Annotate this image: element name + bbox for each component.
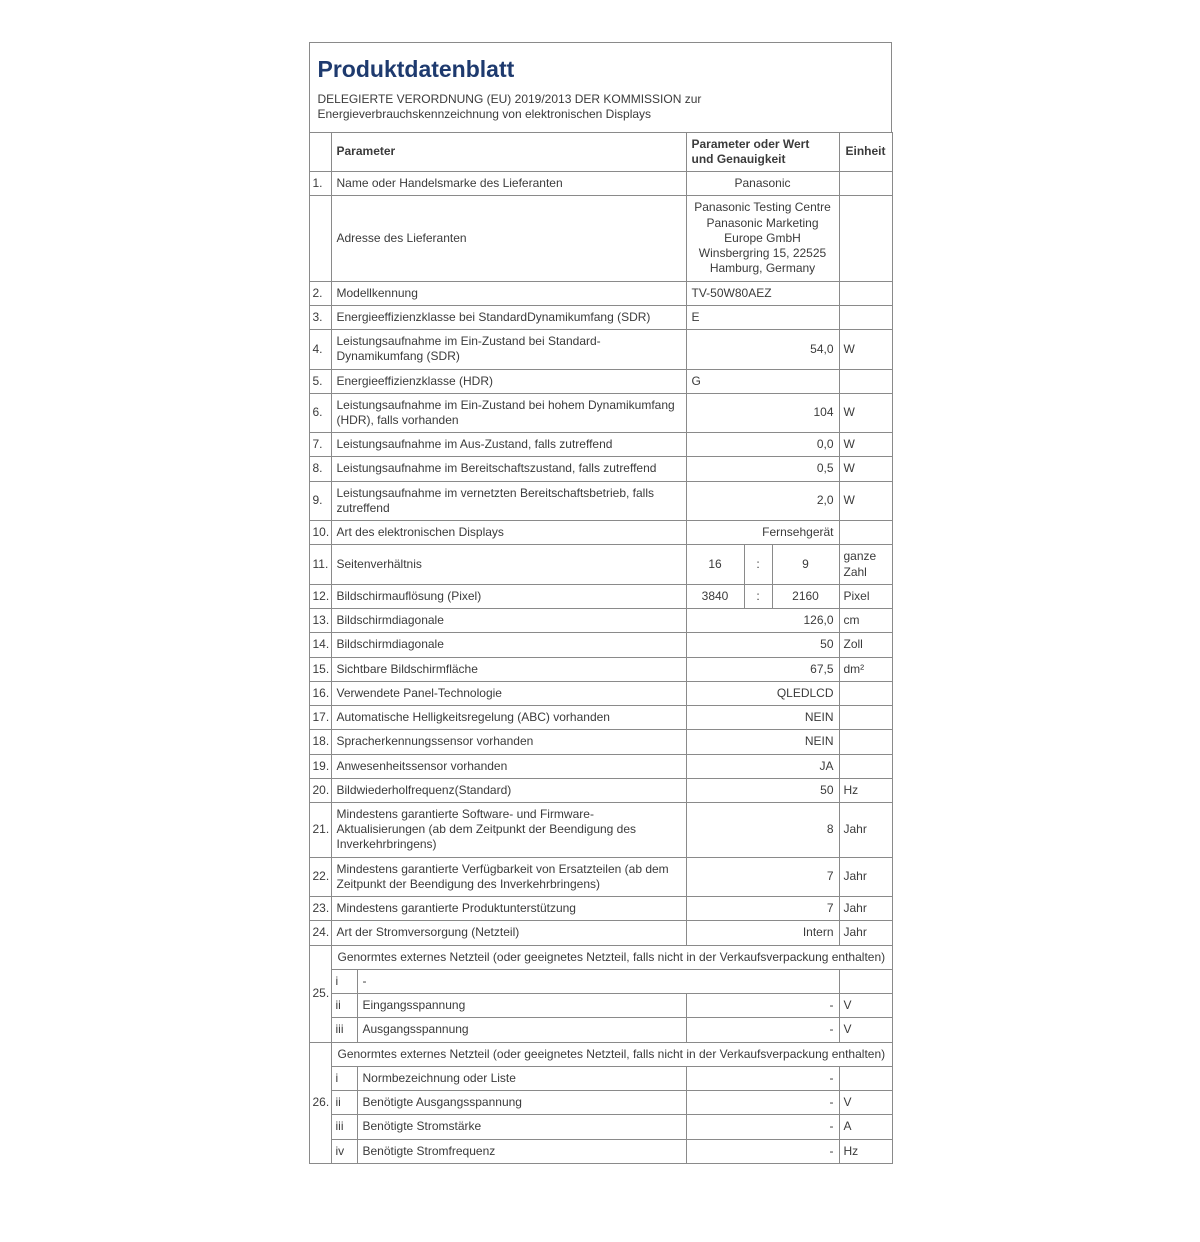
param-label: Modellkennung (331, 281, 686, 305)
address-line: Panasonic Marketing (706, 215, 819, 230)
subrow-number: i (331, 969, 357, 993)
value-column-header: Parameter oder Wert und Genauigkeit (686, 132, 839, 171)
table-row-5 (309, 369, 892, 393)
ratio-value-left: 16 (686, 545, 744, 584)
param-value: 0,5 (686, 457, 839, 481)
param-value: 0,0 (686, 433, 839, 457)
subrow-number: ii (331, 994, 357, 1018)
param-label: Leistungsaufnahme im Aus-Zustand, falls zutreffend (331, 433, 686, 457)
param-unit (839, 754, 892, 778)
param-value: Fernsehgerät (686, 521, 839, 545)
subrow-number: ii (331, 1091, 357, 1115)
param-unit: V (839, 994, 892, 1018)
param-unit (839, 1066, 892, 1090)
param-unit: Pixel (839, 584, 892, 608)
table-group-25-header-row (309, 945, 892, 969)
resolution-separator: : (744, 584, 772, 608)
table-row-1 (309, 172, 892, 196)
table-row-12 (309, 584, 892, 608)
table-row-26-ii (309, 1091, 892, 1115)
param-unit: W (839, 330, 892, 369)
param-value: - (686, 994, 839, 1018)
table-row-15 (309, 657, 892, 681)
param-unit: W (839, 457, 892, 481)
group-row-number: 26. (309, 1042, 331, 1163)
param-label: Ausgangsspannung (357, 1018, 686, 1042)
table-row-19 (309, 754, 892, 778)
group-row-number: 25. (309, 945, 331, 1042)
subrow-number: iv (331, 1139, 357, 1163)
param-unit: Jahr (839, 802, 892, 857)
row-number: 17. (309, 706, 331, 730)
table-row-21 (309, 802, 892, 857)
table-row-25-ii (309, 994, 892, 1018)
table-row-9 (309, 481, 892, 520)
param-value: 126,0 (686, 609, 839, 633)
param-value: QLEDLCD (686, 681, 839, 705)
row-number: 7. (309, 433, 331, 457)
param-unit (839, 281, 892, 305)
row-number: 21. (309, 802, 331, 857)
ratio-value-right: 9 (772, 545, 839, 584)
param-unit: Jahr (839, 921, 892, 945)
param-unit: W (839, 393, 892, 432)
table-row-24 (309, 921, 892, 945)
param-label: Spracherkennungssensor vorhanden (331, 730, 686, 754)
datasheet-document (309, 42, 892, 1164)
param-unit (839, 521, 892, 545)
param-value: JA (686, 754, 839, 778)
param-value: Intern (686, 921, 839, 945)
table-row-14 (309, 633, 892, 657)
subrow-number: iii (331, 1018, 357, 1042)
table-header-row (309, 132, 892, 171)
subrow-number: i (331, 1066, 357, 1090)
table-row-18 (309, 730, 892, 754)
address-line: Hamburg, Germany (709, 261, 816, 276)
parameter-column-header: Parameter (331, 132, 686, 171)
row-number: 23. (309, 897, 331, 921)
param-value: NEIN (686, 730, 839, 754)
row-number: 22. (309, 857, 331, 896)
row-number: 19. (309, 754, 331, 778)
param-value: NEIN (686, 706, 839, 730)
table-group-26-header-row (309, 1042, 892, 1066)
param-label: Benötigte Ausgangsspannung (357, 1091, 686, 1115)
subrow-value: - (357, 969, 839, 993)
row-number: 24. (309, 921, 331, 945)
param-value: - (686, 1066, 839, 1090)
table-row-address (309, 196, 892, 281)
regulation-subtitle-line-1: DELEGIERTE VERORDNUNG (EU) 2019/2013 DER KOMMISSION zur (317, 92, 702, 106)
param-value: - (686, 1115, 839, 1139)
table-row-23 (309, 897, 892, 921)
table-row-26-iii (309, 1115, 892, 1139)
param-label: Normbezeichnung oder Liste (357, 1066, 686, 1090)
param-unit (839, 681, 892, 705)
param-value: TV-50W80AEZ (686, 281, 839, 305)
param-unit: Hz (839, 778, 892, 802)
param-label: Leistungsaufnahme im Ein-Zustand bei Standard-Dynamikumfang (SDR) (331, 330, 686, 369)
address-line: Winsbergring 15, 22525 (698, 246, 827, 261)
param-value: 7 (686, 857, 839, 896)
row-number: 6. (309, 393, 331, 432)
param-unit: ganze Zahl (839, 545, 892, 584)
table-row-3 (309, 305, 892, 329)
unit-column-header: Einheit (839, 132, 892, 171)
param-label: Name oder Handelsmarke des Lieferanten (331, 172, 686, 196)
param-value: E (686, 305, 839, 329)
table-row-20 (309, 778, 892, 802)
param-label: Automatische Helligkeitsregelung (ABC) vorhanden (331, 706, 686, 730)
param-label: Benötigte Stromstärke (357, 1115, 686, 1139)
param-unit: Jahr (839, 897, 892, 921)
number-column-header (309, 132, 331, 171)
row-number (309, 196, 331, 281)
param-label: Bildschirmdiagonale (331, 609, 686, 633)
param-unit: Hz (839, 1139, 892, 1163)
subrow-number: iii (331, 1115, 357, 1139)
param-unit: W (839, 433, 892, 457)
param-label: Anwesenheitssensor vorhanden (331, 754, 686, 778)
row-number: 13. (309, 609, 331, 633)
param-unit (839, 305, 892, 329)
row-number: 2. (309, 281, 331, 305)
param-value: 104 (686, 393, 839, 432)
row-number: 9. (309, 481, 331, 520)
param-value: 50 (686, 633, 839, 657)
param-label: Sichtbare Bildschirmfläche (331, 657, 686, 681)
param-value: - (686, 1018, 839, 1042)
ratio-separator: : (744, 545, 772, 584)
param-label: Seitenverhältnis (331, 545, 686, 584)
param-unit: V (839, 1018, 892, 1042)
row-number: 11. (309, 545, 331, 584)
table-row-13 (309, 609, 892, 633)
table-row-11 (309, 545, 892, 584)
param-label: Leistungsaufnahme im Bereitschaftszustand, falls zutreffend (331, 457, 686, 481)
param-label: Benötigte Stromfrequenz (357, 1139, 686, 1163)
row-number: 18. (309, 730, 331, 754)
table-row-8 (309, 457, 892, 481)
table-row-16 (309, 681, 892, 705)
row-number: 14. (309, 633, 331, 657)
param-unit: Zoll (839, 633, 892, 657)
param-label: Leistungsaufnahme im Ein-Zustand bei hohem Dynamikumfang (HDR), falls vorhanden (331, 393, 686, 432)
param-value (686, 196, 839, 281)
param-unit: dm² (839, 657, 892, 681)
row-number: 8. (309, 457, 331, 481)
table-row-4 (309, 330, 892, 369)
param-unit (839, 969, 892, 993)
param-label: Energieeffizienzklasse (HDR) (331, 369, 686, 393)
param-label: Mindestens garantierte Verfügbarkeit von Ersatzteilen (ab dem Zeitpunkt der Beendigung des Inverkehrbringens) (331, 857, 686, 896)
row-number: 12. (309, 584, 331, 608)
param-value: 54,0 (686, 330, 839, 369)
param-unit: cm (839, 609, 892, 633)
row-number: 10. (309, 521, 331, 545)
row-number: 15. (309, 657, 331, 681)
param-unit (839, 706, 892, 730)
param-label: Adresse des Lieferanten (331, 196, 686, 281)
row-number: 20. (309, 778, 331, 802)
param-label: Bildschirmdiagonale (331, 633, 686, 657)
row-number: 5. (309, 369, 331, 393)
param-unit (839, 196, 892, 281)
param-unit: W (839, 481, 892, 520)
table-row-26-iv (309, 1139, 892, 1163)
param-unit: A (839, 1115, 892, 1139)
param-label: Art der Stromversorgung (Netzteil) (331, 921, 686, 945)
page-title: Produktdatenblatt (317, 56, 515, 82)
param-label: Mindestens garantierte Software- und Firmware-Aktualisierungen (ab dem Zeitpunkt der Beendigung des Inverkehrbringens) (331, 802, 686, 857)
param-label: Bildwiederholfrequenz(Standard) (331, 778, 686, 802)
table-row-10 (309, 521, 892, 545)
param-unit: Jahr (839, 857, 892, 896)
param-label: Bildschirmauflösung (Pixel) (331, 584, 686, 608)
param-unit (839, 172, 892, 196)
table-row-26-i (309, 1066, 892, 1090)
param-value: G (686, 369, 839, 393)
row-number: 3. (309, 305, 331, 329)
table-row-25-iii (309, 1018, 892, 1042)
resolution-value-right: 2160 (772, 584, 839, 608)
row-number: 4. (309, 330, 331, 369)
table-row-2 (309, 281, 892, 305)
param-label: Leistungsaufnahme im vernetzten Bereitschaftsbetrieb, falls zutreffend (331, 481, 686, 520)
document-header (309, 42, 892, 132)
row-number: 16. (309, 681, 331, 705)
param-value: 67,5 (686, 657, 839, 681)
table-row-25-i (309, 969, 892, 993)
group-header: Genormtes externes Netzteil (oder geeignetes Netzteil, falls nicht in der Verkaufsverpackung enthalten) (331, 1042, 892, 1066)
table-row-17 (309, 706, 892, 730)
table-row-7 (309, 433, 892, 457)
param-value: 2,0 (686, 481, 839, 520)
param-unit: V (839, 1091, 892, 1115)
param-label: Energieeffizienzklasse bei StandardDynamikumfang (SDR) (331, 305, 686, 329)
resolution-value-left: 3840 (686, 584, 744, 608)
table-row-22 (309, 857, 892, 896)
param-value: Panasonic (686, 172, 839, 196)
param-unit (839, 369, 892, 393)
param-label: Art des elektronischen Displays (331, 521, 686, 545)
table-row-6 (309, 393, 892, 432)
regulation-subtitle (318, 92, 881, 123)
product-parameters-table (309, 132, 893, 1164)
param-label: Mindestens garantierte Produktunterstützung (331, 897, 686, 921)
param-value: - (686, 1139, 839, 1163)
param-value: 7 (686, 897, 839, 921)
param-value: 8 (686, 802, 839, 857)
regulation-subtitle-line-2: Energieverbrauchskennzeichnung von elektronischen Displays (317, 107, 652, 122)
param-value: 50 (686, 778, 839, 802)
param-value: - (686, 1091, 839, 1115)
row-number: 1. (309, 172, 331, 196)
address-line: Europe GmbH (724, 230, 801, 245)
param-label: Eingangsspannung (357, 994, 686, 1018)
address-line: Panasonic Testing Centre (694, 200, 831, 215)
group-header: Genormtes externes Netzteil (oder geeignetes Netzteil, falls nicht in der Verkaufsverpackung enthalten) (331, 945, 892, 969)
param-unit (839, 730, 892, 754)
param-label: Verwendete Panel-Technologie (331, 681, 686, 705)
